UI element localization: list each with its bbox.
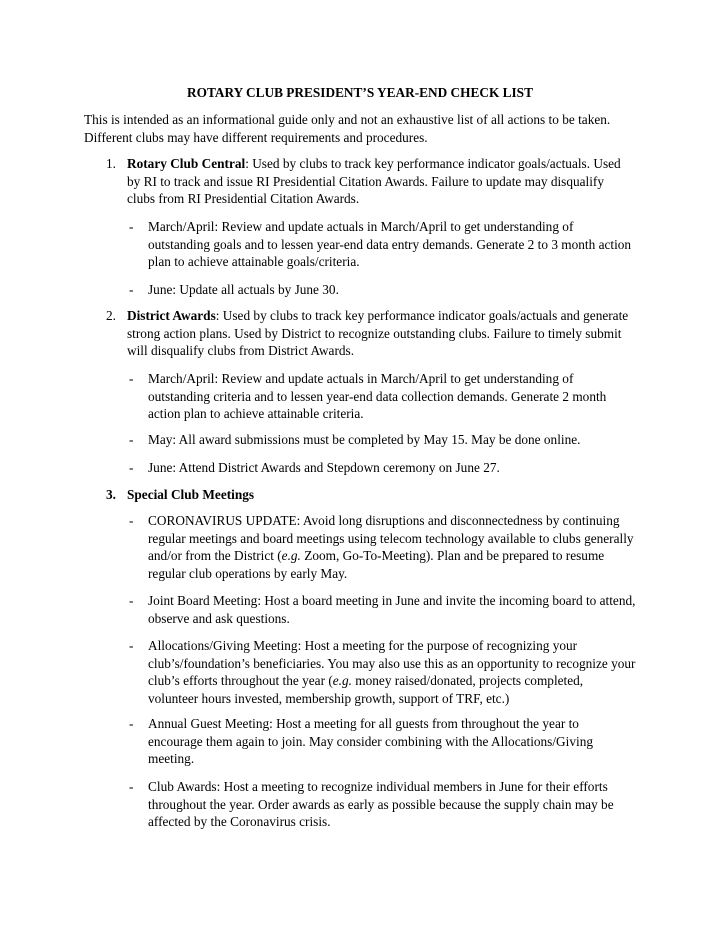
list-item-text	[148, 637, 636, 707]
list-item-text: June: Update all actuals by June 30.	[148, 282, 339, 297]
list-item-text: Joint Board Meeting: Host a board meeting in June and invite the incoming board to attend, observe and ask questions.	[148, 593, 636, 626]
text-run: Allocations/Giving Meeting: Host a meeting for the purpose of recognizing your club’s/foundation’s beneficiaries. You may also use this as an opportunity to recognize your club’s efforts throughout the year (	[148, 638, 636, 689]
dash-bullet: -	[129, 219, 134, 234]
list-item-text: Club Awards: Host a meeting to recognize individual members in June for their efforts throughout the year. Order awards as early as possible because the supply chain may be affected by the Coronavirus crisis.	[148, 779, 614, 830]
list-item-text: May: All award submissions must be completed by May 15. May be done online.	[148, 432, 581, 447]
text-run: money raised/donated, projects completed, volunteer hours invested, membership growth, support of TRF, etc.)	[148, 673, 584, 706]
list-item-text: Annual Guest Meeting: Host a meeting for all guests from throughout the year to encourage them again to join. May consider combining with the Allocations/Giving meeting.	[148, 716, 593, 767]
section-heading-paragraph	[127, 307, 632, 360]
list-item-text: March/April: Review and update actuals in March/April to get understanding of outstanding goals and to lessen year-end data entry demands. Generate 2 to 3 month action plan to achieve attainable goals/criteria.	[148, 219, 632, 270]
section-heading: Special Club Meetings	[127, 487, 255, 502]
section-heading-paragraph	[127, 155, 632, 208]
section-heading: District Awards	[127, 308, 216, 323]
dash-bullet: -	[129, 638, 134, 653]
list-item-text: June: Attend District Awards and Stepdown ceremony on June 27.	[148, 460, 500, 475]
dash-bullet: -	[129, 593, 134, 608]
list-item-text: March/April: Review and update actuals in March/April to get understanding of outstanding criteria and to lessen year-end data collection demands. Generate 2 month action plan to achieve attainable criteria.	[148, 371, 607, 422]
dash-bullet: -	[129, 513, 134, 528]
section-number: 2.	[106, 308, 116, 323]
intro-paragraph: This is intended as an informational guide only and not an exhaustive list of all actions to be taken. Different clubs may have different requirements and procedures.	[84, 112, 611, 145]
text-run: Zoom, Go-To-Meeting). Plan and be prepared to resume regular club operations by early May.	[148, 548, 605, 581]
dash-bullet: -	[129, 432, 134, 447]
dash-bullet: -	[129, 282, 134, 297]
dash-bullet: -	[129, 779, 134, 794]
text-run: CORONAVIRUS UPDATE: Avoid long disruptions and disconnectedness by continuing regular meetings and board meetings using telecom technology available to clubs generally and/or from the District (	[148, 513, 634, 564]
section-heading-paragraph	[127, 486, 632, 504]
section-description: : Used by clubs to track key performance indicator goals/actuals. Used by RI to track and issue RI Presidential Citation Awards. Failure to update may disqualify clubs from RI Presidential Citation Awards.	[127, 156, 621, 207]
dash-bullet: -	[129, 460, 134, 475]
dash-bullet: -	[129, 371, 134, 386]
list-item-text	[148, 512, 636, 582]
page-title: ROTARY CLUB PRESIDENT’S YEAR-END CHECK LIST	[187, 85, 533, 100]
dash-bullet: -	[129, 716, 134, 731]
section-number: 3.	[106, 487, 116, 502]
section-number: 1.	[106, 156, 116, 171]
section-description: : Used by clubs to track key performance indicator goals/actuals and generate strong action plans. Used by District to recognize outstanding clubs. Failure to timely submit will disqualify clubs from District Awards.	[127, 308, 629, 359]
section-heading: Rotary Club Central	[127, 156, 246, 171]
text-emphasis: e.g.	[281, 548, 301, 564]
text-emphasis: e.g.	[332, 673, 352, 689]
